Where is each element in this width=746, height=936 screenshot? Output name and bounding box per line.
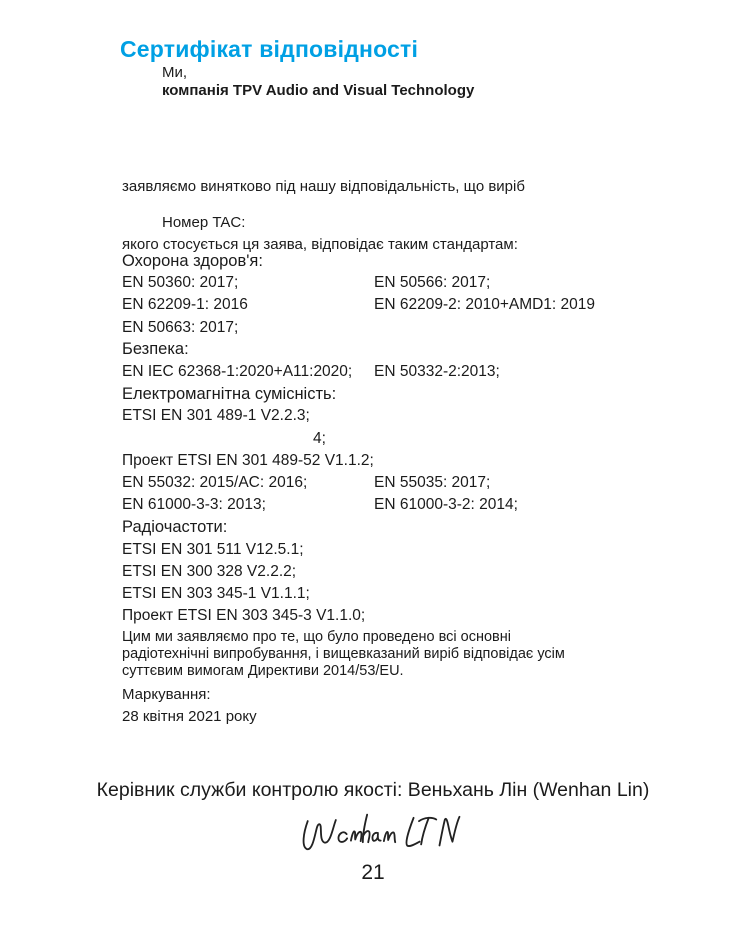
standards-section-header: Радіочастоти:: [122, 517, 228, 536]
declaration-intro: заявляємо винятково під нашу відповідальність, що виріб: [122, 178, 525, 195]
standard-row: [122, 272, 652, 294]
standard-row: [122, 294, 652, 316]
standard-row: [122, 472, 652, 494]
standard-cell-right: EN 55035: 2017;: [374, 473, 491, 491]
page-number: 21: [361, 861, 385, 884]
standard-cell-left: ETSI EN 301 489-1 V2.2.3;: [122, 407, 310, 425]
standard-row: [122, 361, 652, 383]
handwritten-signature: [298, 806, 473, 860]
standard-row: [122, 317, 652, 339]
standard-cell-left: 4;: [313, 429, 326, 447]
standards-section-header: Безпека:: [122, 340, 189, 359]
standard-cell-left: Проект ETSI EN 303 345-3 V1.1.0;: [122, 607, 366, 625]
closing-statement: Цим ми заявляємо про те, що було проведено всі основні радіотехнічні випробування, і вищевказаний виріб відповідає усім суттєвим вимогам Директиви 2014/53/EU.: [122, 629, 565, 679]
standards-section-header: Електромагнітна сумісність:: [122, 384, 337, 403]
standard-cell-left: ETSI EN 300 328 V2.2.2;: [122, 562, 297, 580]
standard-row: [122, 583, 652, 605]
standard-row: [122, 428, 652, 450]
we-line: Ми,: [162, 64, 188, 81]
standard-row: [122, 405, 652, 427]
standard-row: [122, 538, 652, 560]
standard-cell-left: EN 62209-1: 2016: [122, 296, 248, 314]
page-title: Сертифікат відповідності: [120, 36, 419, 62]
standard-cell-left: ETSI EN 301 511 V12.5.1;: [122, 540, 304, 558]
signature-image: [298, 806, 473, 860]
standards-intro: якого стосується ця заява, відповідає таким стандартам:: [122, 236, 518, 253]
standard-row: [122, 605, 652, 627]
signatory-title: Керівник служби контролю якості: Веньхань Лін (Wenhan Lin): [96, 779, 650, 801]
standard-row: [122, 494, 652, 516]
tac-number-label: Номер TAC:: [162, 214, 246, 231]
standard-cell-left: EN 50360: 2017;: [122, 274, 239, 292]
standard-cell-right: EN 62209-2: 2010+AMD1: 2019: [374, 296, 596, 314]
standard-cell-left: EN 50663: 2017;: [122, 318, 239, 336]
standard-cell-left: ETSI EN 303 345-1 V1.1.1;: [122, 584, 310, 602]
issue-date: 28 квітня 2021 року: [122, 708, 257, 725]
standards-section-header: Охорона здоров'я:: [122, 251, 263, 270]
standard-cell-right: EN 50566: 2017;: [374, 274, 491, 292]
standard-row: [122, 450, 652, 472]
standard-cell-left: EN IEC 62368-1:2020+A11:2020;: [122, 363, 353, 381]
standards-list: [122, 250, 652, 627]
standard-row: [122, 561, 652, 583]
standard-cell-right: EN 61000-3-2: 2014;: [374, 496, 518, 514]
standard-cell-left: EN 55032: 2015/AC: 2016;: [122, 473, 308, 491]
standard-cell-right: EN 50332-2:2013;: [374, 363, 500, 381]
marking-label: Маркування:: [122, 686, 211, 703]
standard-cell-left: EN 61000-3-3: 2013;: [122, 496, 266, 514]
standard-cell-left: Проект ETSI EN 301 489-52 V1.1.2;: [122, 451, 374, 469]
company-name: компанія TPV Audio and Visual Technology: [162, 82, 475, 99]
